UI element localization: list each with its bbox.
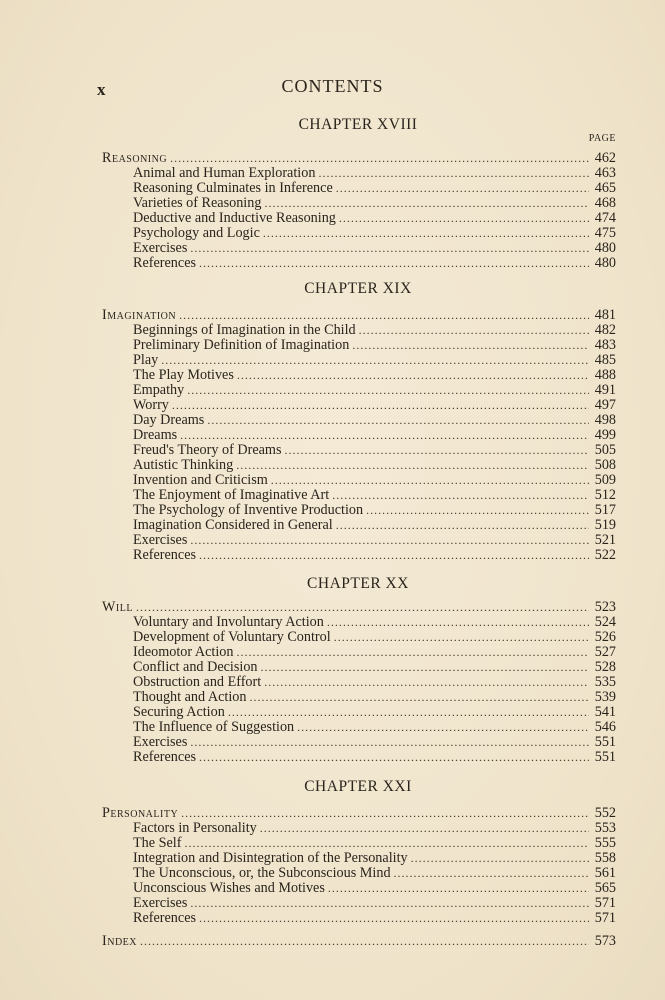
leader-dots [161,352,589,368]
toc-entry [133,547,616,563]
toc-entry-page: 551 [594,734,616,750]
toc-entry-label: Day Dreams [133,412,205,428]
leader-dots [366,502,589,518]
leader-dots [334,629,589,645]
toc-entry-page: 462 [594,150,616,166]
leader-dots [190,734,589,750]
toc-entry [133,412,616,428]
toc-entry-label: Freud's Theory of Dreams [133,442,282,458]
toc-entry-label: Unconscious Wishes and Motives [133,880,325,896]
toc-entry [133,910,616,926]
toc-entry-label: Imagination Considered in General [133,517,333,533]
toc-entry-label: References [133,547,197,563]
toc-entry [133,352,616,368]
leader-dots [184,835,589,851]
toc-entry-label: Exercises [133,532,188,548]
leader-dots [327,614,589,630]
toc-entry-label: The Unconscious, or, the Subconscious Mind [133,865,391,881]
toc-entry [133,367,616,383]
leader-dots [170,150,589,166]
toc-entry-page: 571 [594,895,616,911]
toc-entry-label: Preliminary Definition of Imagination [133,337,350,353]
toc-entry [133,689,616,705]
leader-dots [237,367,589,383]
toc-entry-label: Imagination [102,307,177,323]
chapter-heading: CHAPTER XIX [304,280,412,297]
toc-entry [133,820,616,836]
toc-entry-label: Invention and Criticism [133,472,268,488]
toc-entry-label: Thought and Action [133,689,247,705]
toc-entry-page: 546 [594,719,616,735]
toc-entry-page: 497 [594,397,616,413]
toc-entry-label: References [133,749,197,765]
leader-dots [264,674,589,690]
toc-entry-label: Conflict and Decision [133,659,258,675]
toc-entry [133,835,616,851]
leader-dots [336,517,589,533]
toc-entry-label: Play [133,352,159,368]
leader-dots [136,599,589,615]
toc-entry-page: 541 [594,704,616,720]
toc-entry-label: Psychology and Logic [133,225,260,241]
toc-entry [133,255,616,271]
toc-entry-page: 485 [594,352,616,368]
toc-entry-page: 481 [594,307,616,323]
toc-entry-page: 480 [594,255,616,271]
toc-chapter-entry [102,150,616,166]
toc-entry-page: 475 [594,225,616,241]
toc-chapter-entry [102,599,616,615]
chapter-heading: CHAPTER XVIII [298,116,418,133]
toc-entry-label: Reasoning Culminates in Inference [133,180,333,196]
toc-entry-label: References [133,255,197,271]
toc-entry-page: 551 [594,749,616,765]
toc-entry-page: 561 [594,865,616,881]
toc-entry [133,322,616,338]
leader-dots [199,255,589,271]
leader-dots [187,382,589,398]
toc-entry-label: Exercises [133,734,188,750]
toc-entry [133,734,616,750]
page-column-label: PAGE [588,133,616,144]
toc-entry-page: 571 [594,910,616,926]
toc-entry-page: 474 [594,210,616,226]
toc-entry [133,895,616,911]
toc-entry-label: Integration and Disintegration of the Personality [133,850,408,866]
page-number: x [97,80,106,99]
toc-entry [133,180,616,196]
toc-entry [133,704,616,720]
toc-entry-page: 535 [594,674,616,690]
leader-dots [260,820,589,836]
toc-entry-page: 505 [594,442,616,458]
toc-entry-page: 521 [594,532,616,548]
toc-entry-label: Ideomotor Action [133,644,234,660]
leader-dots [271,472,589,488]
leader-dots [190,240,589,256]
toc-entry [133,457,616,473]
toc-entry-label: Factors in Personality [133,820,257,836]
toc-entry-page: 499 [594,427,616,443]
toc-entry-page: 526 [594,629,616,645]
toc-entry-label: Reasoning [102,150,168,166]
toc-entry-label: Dreams [133,427,178,443]
toc-entry [133,427,616,443]
toc-entry-page: 482 [594,322,616,338]
toc-entry-page: 527 [594,644,616,660]
toc-entry-label: The Influence of Suggestion [133,719,295,735]
toc-entry [133,382,616,398]
toc-entry-label: Personality [102,805,179,821]
toc-entry-label: Exercises [133,895,188,911]
toc-entry-page: 519 [594,517,616,533]
leader-dots [199,910,589,926]
toc-entry-label: Obstruction and Effort [133,674,262,690]
leader-dots [264,195,589,211]
toc-entry [133,210,616,226]
toc-entry-page: 517 [594,502,616,518]
toc-entry-label: Development of Voluntary Control [133,629,331,645]
toc-entry [133,614,616,630]
toc-entry-label: Varieties of Reasoning [133,195,262,211]
toc-entry [133,337,616,353]
leader-dots [263,225,589,241]
toc-entry-label: Voluntary and Involuntary Action [133,614,324,630]
toc-entry-page: 483 [594,337,616,353]
leader-dots [394,865,589,881]
toc-entry-page: 539 [594,689,616,705]
leader-dots [352,337,589,353]
chapter-heading: CHAPTER XX [307,575,409,592]
toc-entry [133,629,616,645]
leader-dots [180,427,589,443]
toc-entry-page: 552 [594,805,616,821]
toc-entry-page: 463 [594,165,616,181]
toc-entry-page: 488 [594,367,616,383]
toc-entry [133,659,616,675]
toc-entry [133,674,616,690]
toc-entry-page: 565 [594,880,616,896]
toc-entry-page: 491 [594,382,616,398]
leader-dots [332,487,589,503]
toc-entry-page: 573 [594,933,616,949]
toc-entry-page: 555 [594,835,616,851]
leader-dots [207,412,589,428]
leader-dots [172,397,589,413]
toc-entry-page: 524 [594,614,616,630]
toc-entry [133,472,616,488]
toc-entry-label: References [133,910,197,926]
leader-dots [411,850,589,866]
toc-entry [133,865,616,881]
leader-dots [318,165,589,181]
toc-entry-label: Empathy [133,382,185,398]
leader-dots [328,880,589,896]
leader-dots [339,210,589,226]
toc-entry-page: 558 [594,850,616,866]
page-title: CONTENTS [281,76,384,96]
toc-entry-page: 512 [594,487,616,503]
toc-entry-label: Animal and Human Exploration [133,165,316,181]
leader-dots [179,307,589,323]
toc-entry [133,442,616,458]
toc-entry-page: 465 [594,180,616,196]
toc-chapter-entry [102,307,616,323]
toc-entry-label: Will [102,599,133,615]
toc-entry [133,850,616,866]
toc-entry [133,165,616,181]
toc-entry-label: The Enjoyment of Imaginative Art [133,487,330,503]
leader-dots [199,749,589,765]
leader-dots [359,322,589,338]
leader-dots [297,719,589,735]
toc-entry-page: 528 [594,659,616,675]
leader-dots [190,532,589,548]
leader-dots [140,933,589,949]
toc-entry-label: The Psychology of Inventive Production [133,502,364,518]
leader-dots [190,895,589,911]
toc-entry-page: 509 [594,472,616,488]
toc-entry-label: The Self [133,835,182,851]
leader-dots [181,805,589,821]
leader-dots [236,457,589,473]
toc-entry-page: 522 [594,547,616,563]
toc-entry [133,532,616,548]
toc-entry [133,517,616,533]
leader-dots [236,644,589,660]
toc-entry [133,195,616,211]
toc-entry-page: 480 [594,240,616,256]
leader-dots [336,180,589,196]
toc-entry-label: Index [102,933,137,949]
leader-dots [199,547,589,563]
toc-entry [133,644,616,660]
toc-entry-label: Worry [133,397,169,413]
toc-entry [133,502,616,518]
toc-entry-page: 553 [594,820,616,836]
toc-entry-page: 508 [594,457,616,473]
toc-entry [133,225,616,241]
toc-entry-label: Securing Action [133,704,225,720]
toc-entry-label: Deductive and Inductive Reasoning [133,210,336,226]
toc-entry [133,749,616,765]
leader-dots [228,704,589,720]
leader-dots [250,689,590,705]
toc-entry [133,719,616,735]
toc-entry-page: 498 [594,412,616,428]
toc-chapter-entry [102,805,616,821]
toc-entry-label: Beginnings of Imagination in the Child [133,322,356,338]
toc-entry-page: 523 [594,599,616,615]
toc-entry-label: Autistic Thinking [133,457,234,473]
toc-entry [133,240,616,256]
toc-entry-page: 468 [594,195,616,211]
leader-dots [284,442,589,458]
toc-entry [133,487,616,503]
toc-entry [133,397,616,413]
toc-entry [133,880,616,896]
toc-index-entry [102,933,616,949]
chapter-heading: CHAPTER XXI [304,778,412,795]
toc-entry-label: Exercises [133,240,188,256]
leader-dots [261,659,589,675]
toc-entry-label: The Play Motives [133,367,234,383]
